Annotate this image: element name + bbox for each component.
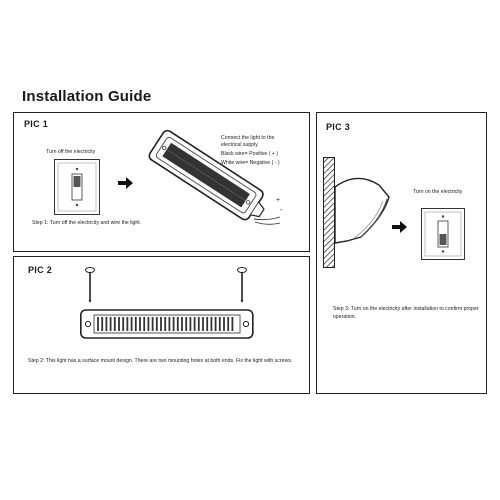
connect-text-line2: electrical supply	[221, 142, 258, 148]
screw-right-icon	[237, 267, 247, 303]
page-title: Installation Guide	[22, 88, 152, 105]
switch-on-icon	[421, 208, 465, 260]
screw-left-icon	[85, 267, 95, 303]
pic3-label: PIC 3	[326, 122, 351, 132]
step1-caption: Step 1: Turn off the electricity and wire the light.	[32, 220, 142, 226]
wall-mounted-light-icon	[323, 157, 393, 269]
pic2-label: PIC 2	[28, 265, 53, 275]
pic3-panel	[316, 112, 487, 394]
step3-caption: Step 3: Turn on the electricity after installation to confirm proper operation.	[333, 306, 479, 320]
pic1-panel	[13, 112, 310, 252]
pic1-label: PIC 1	[24, 119, 49, 129]
plus-sign: +	[276, 197, 281, 204]
pic2-panel	[13, 256, 310, 394]
switch-off-icon	[54, 159, 100, 215]
light-bar-icon	[80, 309, 254, 339]
pic1-switch-label: Turn off the electricity	[46, 149, 96, 155]
black-wire-text: Black wire= Positive ( + )	[221, 151, 279, 157]
arrow-right-icon	[392, 221, 408, 233]
arrow-right-icon	[118, 177, 134, 189]
step2-caption: Step 2: This light has a surface mount design. There are two mounting holes at both ends. Fix the light with screws.	[28, 358, 293, 364]
minus-sign: -	[280, 207, 283, 214]
connect-text-line1: Connect the light to the	[221, 135, 275, 141]
white-wire-text: White wire= Negative ( - )	[221, 160, 280, 166]
pic3-switch-label: Turn on the electricity	[413, 189, 463, 195]
